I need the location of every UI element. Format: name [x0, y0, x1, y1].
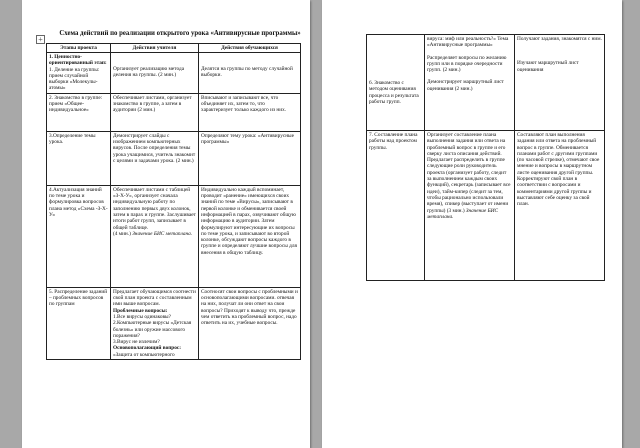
stage-cell: 3.Определение темы урока.	[47, 131, 111, 185]
document-title: Схема действий по реализации открытого урока «Антивирусные программы»	[59, 30, 301, 37]
stage-cell: 7. Составление плана работы над проектом группы.	[367, 131, 425, 281]
header-teacher: Действия учителя	[111, 44, 199, 53]
stage-cell: 5. Распределение заданий – проблемных вопросов по группам	[47, 287, 111, 359]
teacher-line: Распределяет вопросы по желанию групп или в порядке очередности групп. (2 мин.)	[427, 54, 507, 74]
teacher-text: Обеспечивает листами с таблицей «З-Х-У», организует сначала индивидуальную работу по заполнению первых двух колонок, затем в парах и группе. Заслушивает итоги работ групп, записывает в общей таблице.	[113, 186, 196, 231]
student-cell: Вписывают и записывают все, что объединяет их, затем то, что характеризует только каждого из них.	[199, 93, 301, 131]
table-row	[367, 131, 605, 281]
teacher-cell	[425, 35, 515, 131]
student-cell	[199, 53, 301, 94]
student-cell: Индивидуально каждый вспоминает, проводит «ранение» имеющихся своих знаний по теме «Вирусы», записывают в первой колонке и обменивается своей информацией в парах, озвучивают общую информацию в аудитории. Затем формулируют интересующие их вопросы по теме урока, и записывают во второй колонке, обсуждают вопросы каждого в группе и определяют лучшие вопросы для внесения в общую таблицу.	[199, 185, 301, 287]
stage-text: 1. Деление на группы: прием случайной выборки «Молекулы-атомы»	[49, 66, 100, 92]
student-text: Делятся на группы по методу случайной выборки.	[201, 66, 293, 79]
question-item: 2.Компьютерные вирусы «Детская болезнь» или оружие массового поражения?	[113, 320, 192, 339]
teacher-heading: Проблемные вопросы:	[113, 307, 168, 314]
stage-heading: 1. Ценностно-ориентированный этап:	[49, 54, 107, 67]
table-row	[47, 287, 301, 359]
teacher-note: Значение БИС метаплана.	[132, 230, 193, 237]
teacher-cell: Обеспечивает листами, организует знакомство в группе, а затем в аудитории (2 мин.)	[111, 93, 199, 131]
stage-cell	[47, 53, 111, 94]
stage-cell: 4.Актуализация знаний по теме урока и формулировка вопросов плана метод «Схема -З-Х-У»	[47, 185, 111, 287]
action-plan-table	[46, 43, 301, 360]
teacher-cell	[111, 53, 199, 94]
student-cell	[515, 35, 605, 131]
document-page-2	[322, 0, 622, 448]
student-line: Получают задания, знакомятся с ним.	[517, 36, 602, 42]
teacher-heading-2: Основополагающий вопрос:	[113, 345, 181, 352]
teacher-cell: Демонстрирует слайды с изображением компьютерных вирусов. После определения темы урока учащимися, учитель знакомит с целями и задачами урока. (2 мин.)	[111, 131, 199, 185]
table-move-handle-icon[interactable]: +	[36, 35, 45, 44]
action-plan-table-continued	[366, 34, 605, 281]
teacher-tail: «Защита от компьютерного	[113, 351, 175, 358]
header-stage: Этапы проекта	[47, 44, 111, 53]
table-row	[367, 35, 605, 131]
stage-cell: 2. Знакомство в группе: прием «Общее-индивидуальное»	[47, 93, 111, 131]
question-item: 1.Все вирусы одинаковы?	[113, 313, 171, 320]
student-cell: Определяют тему урока: «Антивирусные программы»	[199, 131, 301, 185]
teacher-cell	[111, 287, 199, 359]
document-page-1	[22, 0, 310, 448]
teacher-line: вируса: миф или реальность?» Тема «Антивирусные программы»	[427, 36, 509, 49]
teacher-cell	[111, 185, 199, 287]
student-line: Изучают маршрутный лист оценивания	[517, 60, 579, 73]
table-header-row	[47, 44, 301, 53]
teacher-line: Демонстрирует маршрутный лист оценивания (2 мин.)	[427, 79, 504, 92]
table-row	[47, 131, 301, 185]
table-row	[47, 185, 301, 287]
teacher-text: Организует реализацию метода деления на группы. (2 мин.)	[113, 66, 185, 79]
teacher-text: Организует составление плана выполнения задания или ответа на проблемный вопрос в группе и его сверку листа описания действий. Предлагает распределить в группе следующие роли руководитель проекта (организует работу, следит за выполнением каждым своих функций), секретарь (записывает все идеи), тайм-кипер (следит за тем, чтобы рационально использовали время), спикер (выступает от имени группы)	[427, 132, 511, 214]
teacher-time: (3 мин.)	[446, 207, 465, 214]
question-item: 3.Вирус не излечим?	[113, 339, 160, 346]
student-cell: Составляют план выполнения задания или ответа на проблемный вопрос в группе. Обменивается планами работ с другими группами (по часовой стрелке), отмечают свое мнение и вопросы в маршрутном листе оценивания другой группы. Корректируют свой план в соответствии с вопросами и комментариями другой группы и выставляют себе оценку за свой план.	[515, 131, 605, 281]
table-row	[47, 93, 301, 131]
teacher-note: Значение БИС метаплана.	[427, 207, 499, 220]
student-cell: Соотносят свои вопросы с проблемными и основополагающими вопросами. отвечая на них, получат ли они ответ на свои вопросы? Приходят к выводу что, прежде чем ответить на проблемный вопрос, надо ответить на их, учебные вопросы.	[199, 287, 301, 359]
teacher-cell	[425, 131, 515, 281]
stage-text: 6. Знакомство с методом оценивания процесса и результата работы групп.	[369, 80, 419, 105]
teacher-time: (4 мин.)	[113, 230, 131, 237]
stage-cell	[367, 35, 425, 131]
teacher-intro: Предлагает обучающимся соотнести свой план проекта с составленным ими выше вопросам.	[113, 288, 196, 308]
table-row	[47, 53, 301, 94]
header-student: Действия обучающихся	[199, 44, 301, 53]
